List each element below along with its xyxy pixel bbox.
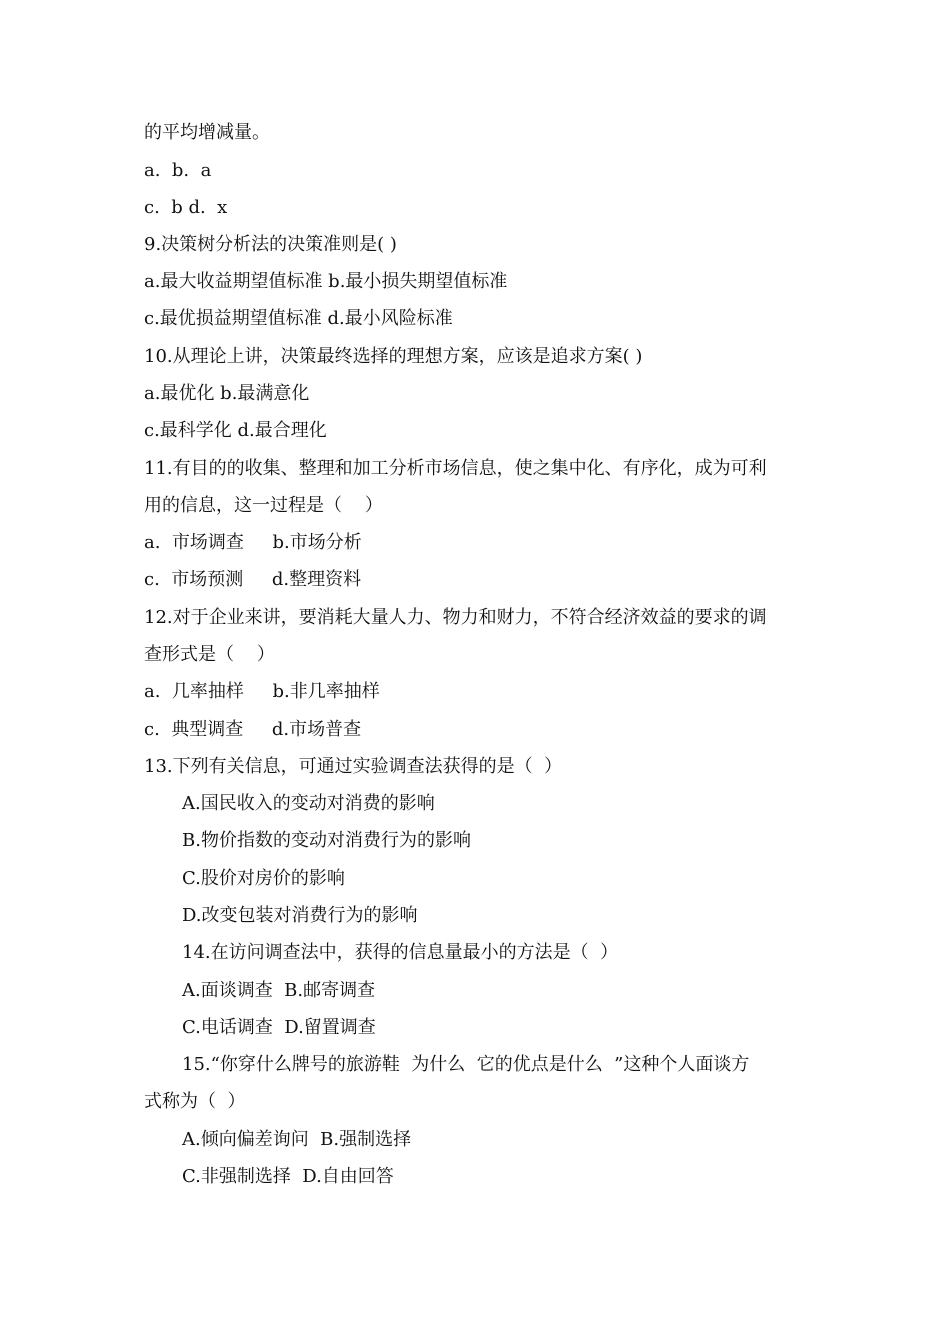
text-line-1: 的平均增减量。 <box>144 122 270 143</box>
question-12-cont: 查形式是（ ） <box>144 644 275 665</box>
question-11: 11.有目的的收集、整理和加工分析市场信息，使之集中化、有序化，成为可利 <box>144 458 767 479</box>
question-14: 14.在访问调查法中，获得的信息量最小的方法是（ ） <box>182 942 619 963</box>
text-line-2: a. b. a <box>144 160 212 181</box>
question-11-options-cd: c. 市场预测 d.整理资料 <box>144 569 362 590</box>
text-line-3: c. b d. x <box>144 197 228 218</box>
question-13-option-c: C.股价对房价的影响 <box>182 868 345 889</box>
question-15-cont: 式称为（ ） <box>144 1091 246 1112</box>
question-10: 10.从理论上讲，决策最终选择的理想方案，应该是追求方案( ) <box>144 346 643 367</box>
question-9-options-cd: c.最优损益期望值标准 d.最小风险标准 <box>144 308 453 329</box>
question-13-option-b: B.物价指数的变动对消费行为的影响 <box>182 830 471 851</box>
question-15-options-ab: A.倾向偏差询问 B.强制选择 <box>182 1129 412 1150</box>
question-13: 13.下列有关信息，可通过实验调查法获得的是（ ） <box>144 756 563 777</box>
question-9-options-ab: a.最大收益期望值标准 b.最小损失期望值标准 <box>144 271 508 292</box>
question-9: 9.决策树分析法的决策准则是( ) <box>144 234 397 255</box>
question-13-option-a: A.国民收入的变动对消费的影响 <box>182 793 435 814</box>
question-10-options-cd: c.最科学化 d.最合理化 <box>144 420 327 441</box>
question-15-options-cd: C.非强制选择 D.自由回答 <box>182 1166 394 1187</box>
question-10-options-ab: a.最优化 b.最满意化 <box>144 383 310 404</box>
question-15: 15.“你穿什么牌号的旅游鞋 为什么 它的优点是什么 ”这种个人面谈方 <box>182 1054 750 1075</box>
question-14-options-ab: A.面谈调查 B.邮寄调查 <box>182 980 376 1001</box>
question-11-cont: 用的信息，这一过程是（ ） <box>144 495 383 516</box>
question-12-options-ab: a. 几率抽样 b.非几率抽样 <box>144 681 380 702</box>
question-12-options-cd: c. 典型调查 d.市场普查 <box>144 719 362 740</box>
question-12: 12.对于企业来讲，要消耗大量人力、物力和财力，不符合经济效益的要求的调 <box>144 607 767 628</box>
question-11-options-ab: a. 市场调查 b.市场分析 <box>144 532 362 553</box>
question-13-option-d: D.改变包装对消费行为的影响 <box>182 905 418 926</box>
question-14-options-cd: C.电话调查 D.留置调查 <box>182 1017 376 1038</box>
